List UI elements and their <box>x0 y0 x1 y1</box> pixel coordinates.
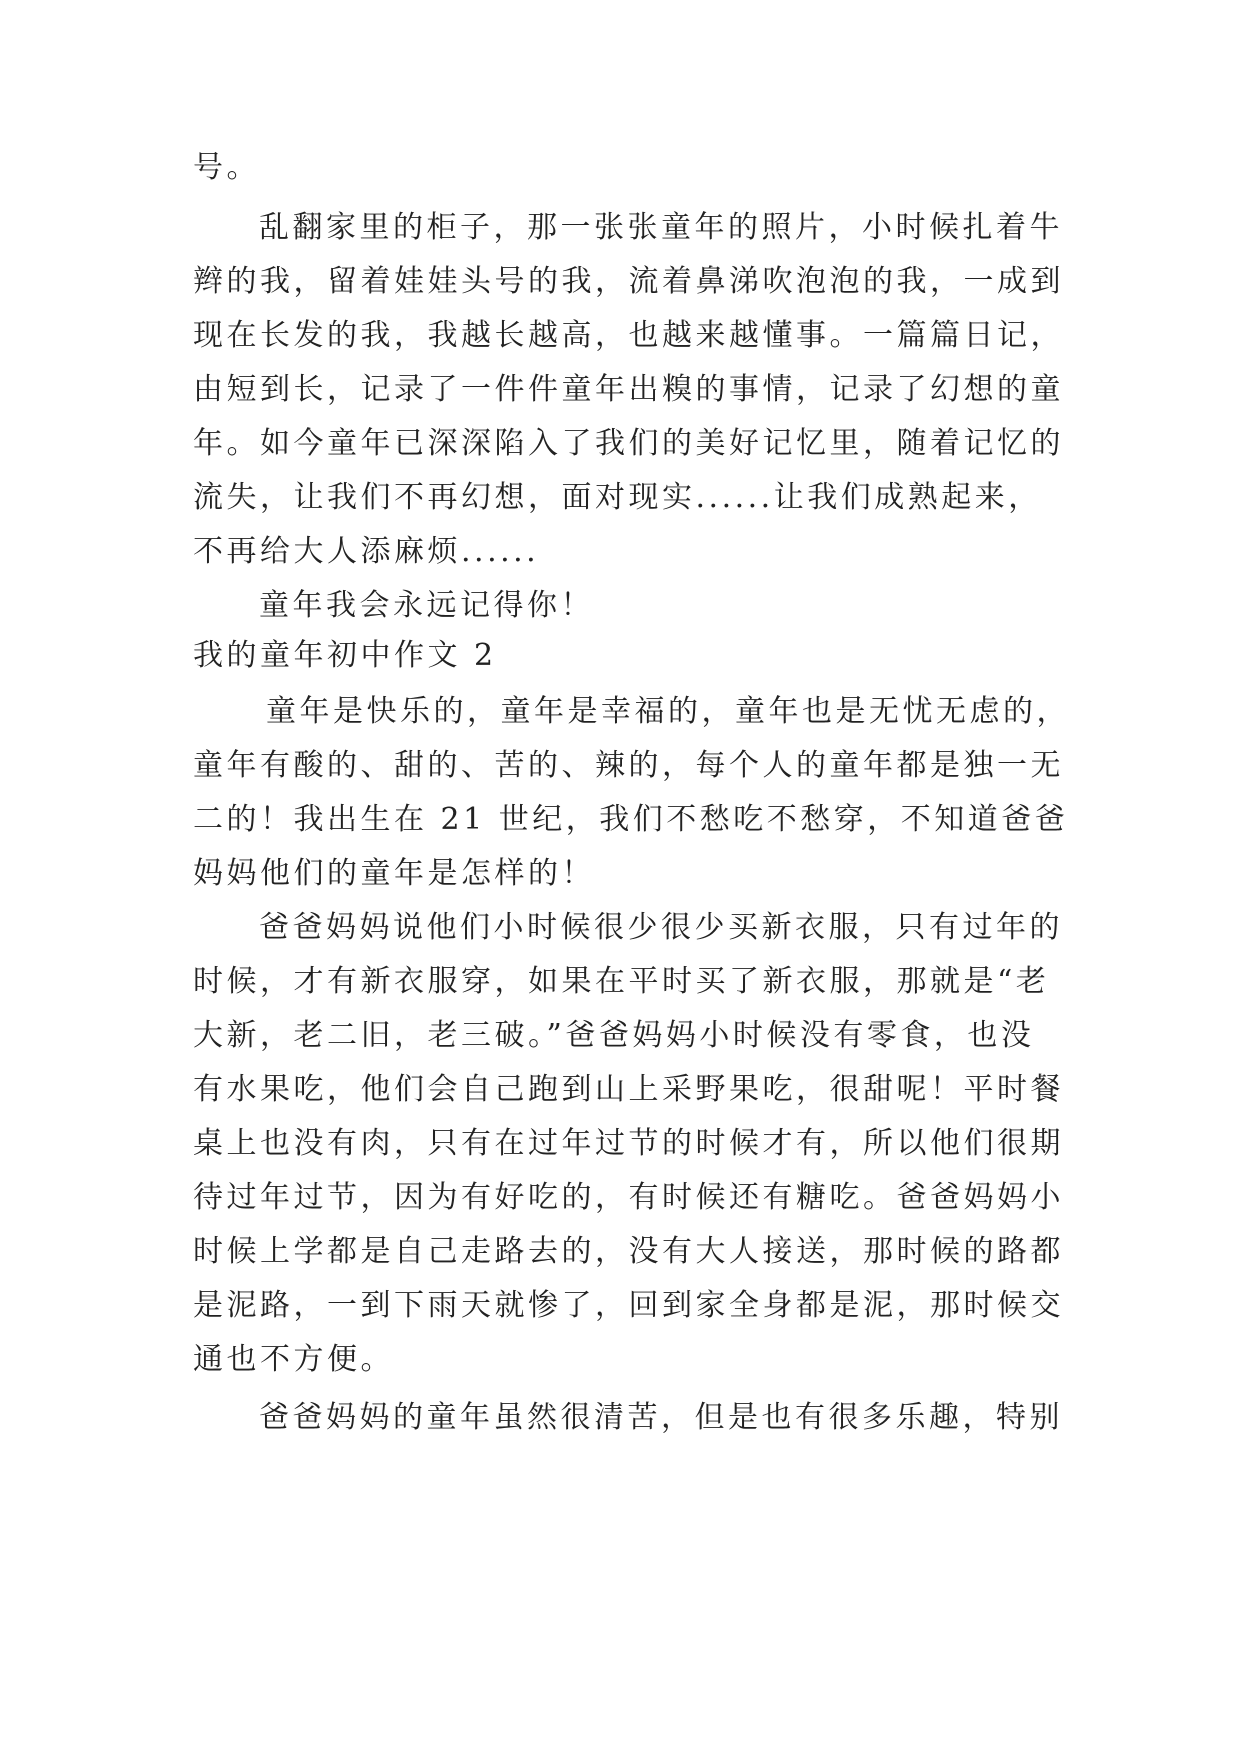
text-line: 二的！我出生在 21 世纪，我们不愁吃不愁穿，不知道爸爸 <box>193 802 1069 837</box>
text-line: 大新，老二旧，老三破。”爸爸妈妈小时候没有零食，也没 <box>193 1018 1035 1053</box>
text-line: 号。 <box>193 150 260 185</box>
text-line: 时候，才有新衣服穿，如果在平时买了新衣服，那就是“老 <box>193 964 1050 999</box>
text-line: 是泥路，一到下雨天就惨了，回到家全身都是泥，那时候交 <box>193 1288 1064 1323</box>
paragraph-first-line: 乱翻家里的柜子，那一张张童年的照片，小时候扎着牛 <box>259 210 1063 245</box>
text-line: 由短到长，记录了一件件童年出糗的事情，记录了幻想的童 <box>193 372 1064 407</box>
section-heading: 我的童年初中作文 2 <box>193 638 497 673</box>
text-line: 不再给大人添麻烦...... <box>193 534 540 569</box>
text-line: 年。如今童年已深深陷入了我们的美好记忆里，随着记忆的 <box>193 426 1064 461</box>
text-line: 通也不方便。 <box>193 1342 394 1377</box>
text-line: 现在长发的我，我越长越高，也越来越懂事。一篇篇日记， <box>193 318 1064 353</box>
paragraph-first-line: 童年我会永远记得你！ <box>259 588 594 623</box>
text-line: 时候上学都是自己走路去的，没有大人接送，那时候的路都 <box>193 1234 1064 1269</box>
paragraph-first-line: 爸爸妈妈的童年虽然很清苦，但是也有很多乐趣，特别 <box>259 1400 1063 1435</box>
paragraph-first-line: 爸爸妈妈说他们小时候很少很少买新衣服，只有过年的 <box>259 910 1063 945</box>
text-line: 桌上也没有肉，只有在过年过节的时候才有，所以他们很期 <box>193 1126 1064 1161</box>
text-line: 流失，让我们不再幻想，面对现实......让我们成熟起来， <box>193 480 1042 515</box>
text-line: 有水果吃，他们会自己跑到山上采野果吃，很甜呢！平时餐 <box>193 1072 1064 1107</box>
text-line: 辫的我，留着娃娃头号的我，流着鼻涕吹泡泡的我，一成到 <box>193 264 1064 299</box>
text-line: 待过年过节，因为有好吃的，有时候还有糖吃。爸爸妈妈小 <box>193 1180 1064 1215</box>
text-line: 妈妈他们的童年是怎样的！ <box>193 856 595 891</box>
text-line: 童年有酸的、甜的、苦的、辣的，每个人的童年都是独一无 <box>193 748 1064 783</box>
paragraph-first-line: 童年是快乐的，童年是幸福的，童年也是无忧无虑的， <box>266 694 1070 729</box>
